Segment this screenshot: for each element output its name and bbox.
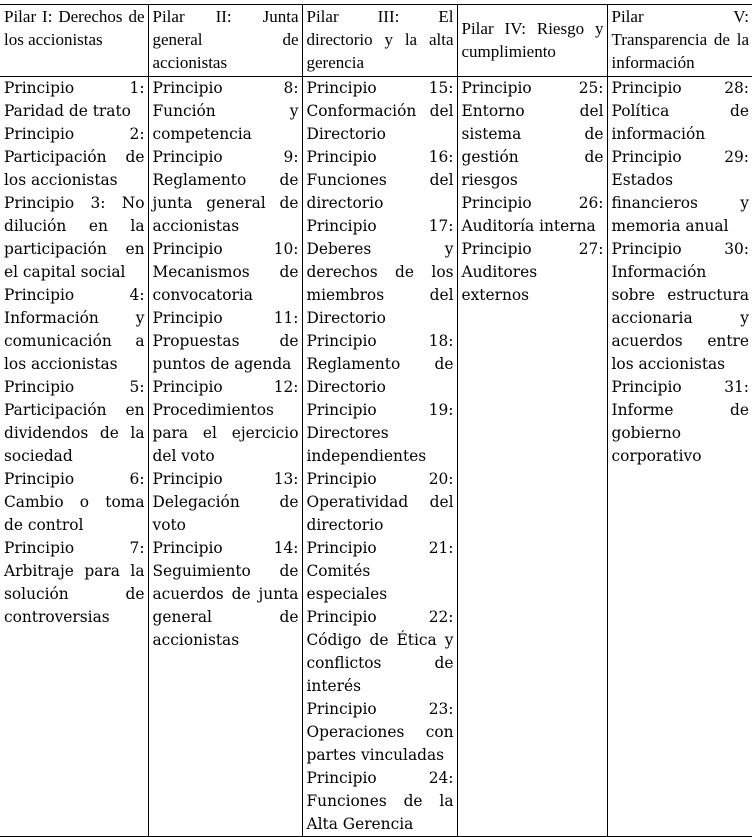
principle-number: Principio 29: (611, 148, 749, 166)
principle-name: No dilución en la participación en el capital social (4, 194, 145, 281)
principle-number: Principio 9: (152, 148, 299, 166)
principle-name: Paridad de trato (4, 102, 131, 120)
principle-name: Información sobre estructura accionaria y acuerdos entre los accionistas (611, 263, 749, 373)
principle-number: Principio 3: (4, 194, 106, 212)
principle-item (153, 307, 299, 376)
principle-name: Procedimientos para el ejercicio del voto (152, 401, 299, 465)
principle-name: Participación en dividendos de la sociedad (4, 401, 145, 465)
principle-number: Principio 21: (306, 539, 454, 557)
principle-name: Operaciones con partes vinculadas (306, 723, 454, 764)
principle-number: Principio 15: (306, 79, 454, 97)
header-row (0, 5, 752, 77)
principle-number: Principio 23: (306, 700, 454, 718)
principle-item (612, 238, 750, 376)
pillar-3-header: Pilar III: El directorio y la alta gerencia (302, 5, 457, 77)
principle-name: Informe de gobierno corporativo (611, 401, 749, 465)
principle-item (153, 77, 299, 146)
principle-item (4, 376, 145, 468)
pillar-5-header: Pilar V: Transparencia de la información (607, 5, 752, 77)
principle-name: Política de información (611, 102, 749, 143)
principle-item (307, 146, 454, 215)
principle-item (4, 284, 145, 376)
pillar-2-header: Pilar II: Junta general de accionistas (148, 5, 302, 77)
principle-item (153, 146, 299, 238)
principle-number: Principio 22: (306, 608, 454, 626)
principle-name: Auditores externos (461, 263, 538, 304)
principle-number: Principio 27: (461, 240, 604, 258)
principle-name: Arbitraje para la solución de controversias (4, 562, 145, 626)
principle-item (307, 606, 454, 698)
pillar-5-principles (607, 77, 752, 837)
principle-name: Mecanismos de convocatoria (152, 263, 299, 304)
principle-number: Principio 24: (306, 769, 454, 787)
principle-name: Funciones de la Alta Gerencia (306, 792, 454, 833)
principle-item (4, 77, 145, 123)
principle-item (462, 238, 604, 307)
principle-name: Estados financieros y memoria anual (611, 171, 749, 235)
principle-name: Participación de los accionistas (4, 148, 145, 189)
principle-name: Seguimiento de acuerdos de junta general de accionistas (152, 562, 299, 649)
principle-name: Reglamento de junta general de accionistas (152, 171, 299, 235)
principle-name: Comités especiales (306, 562, 388, 603)
principle-item (4, 537, 145, 629)
principle-number: Principio 18: (306, 332, 454, 350)
principle-number: Principio 13: (152, 470, 299, 488)
principle-item (307, 698, 454, 767)
principle-name: Propuestas de puntos de agenda (152, 332, 299, 373)
principle-number: Principio 31: (611, 378, 749, 396)
principle-item (307, 767, 454, 836)
pillar-1-principles (0, 77, 148, 837)
principle-item (4, 123, 145, 192)
principle-name: Código de Ética y conflictos de interés (306, 631, 454, 695)
principle-number: Principio 1: (4, 79, 145, 97)
principle-number: Principio 8: (152, 79, 299, 97)
principle-number: Principio 14: (152, 539, 299, 557)
principle-item (153, 537, 299, 652)
principle-number: Principio 5: (4, 378, 145, 396)
principle-number: Principio 2: (4, 125, 145, 143)
principle-name: Deberes y derechos de los miembros del Directorio (306, 240, 454, 327)
principle-item (462, 77, 604, 192)
principle-number: Principio 19: (306, 401, 454, 419)
principle-number: Principio 26: (461, 194, 604, 212)
principle-number: Principio 28: (611, 79, 749, 97)
principle-number: Principio 4: (4, 286, 145, 304)
pillars-table (0, 4, 752, 837)
pillar-4-principles (457, 77, 607, 837)
principle-item (307, 215, 454, 330)
principle-name: Delegación de voto (152, 493, 299, 534)
principle-number: Principio 6: (4, 470, 145, 488)
principle-name: Auditoría interna (461, 217, 596, 235)
principle-number: Principio 25: (461, 79, 604, 97)
principle-item (153, 468, 299, 537)
pillar-2-principles (148, 77, 302, 837)
principle-item (307, 537, 454, 606)
principle-name: Operatividad del directorio (306, 493, 454, 534)
principle-number: Principio 12: (152, 378, 299, 396)
principle-item (4, 468, 145, 537)
principle-name: Directores independientes (306, 424, 427, 465)
principle-item (153, 238, 299, 307)
principle-number: Principio 11: (152, 309, 299, 327)
principle-number: Principio 16: (306, 148, 454, 166)
principle-number: Principio 17: (306, 217, 454, 235)
principle-name: Funciones del directorio (306, 171, 454, 212)
principle-number: Principio 20: (306, 470, 454, 488)
principle-number: Principio 10: (152, 240, 299, 258)
principle-item (462, 192, 604, 238)
principle-name: Información y comunicación a los accionistas (4, 309, 145, 373)
principle-item (307, 77, 454, 146)
pillar-4-header: Pilar IV: Riesgo y cumplimiento (457, 5, 607, 77)
principle-name: Función y competencia (152, 102, 299, 143)
principle-item (612, 77, 750, 146)
principle-name: Entorno del sistema de gestión de riesgos (461, 102, 604, 189)
principle-name: Reglamento de Directorio (306, 355, 454, 396)
principle-item (4, 192, 145, 284)
principles-row (0, 77, 752, 837)
pillar-1-header: Pilar I: Derechos de los accionistas (4, 7, 145, 49)
principle-item (612, 146, 750, 238)
principle-item (307, 468, 454, 537)
principle-number: Principio 7: (4, 539, 145, 557)
principle-number: Principio 30: (611, 240, 749, 258)
principle-item (153, 376, 299, 468)
principle-name: Cambio o toma de control (4, 493, 145, 534)
principle-item (307, 399, 454, 468)
principle-item (307, 330, 454, 399)
principle-name: Conformación del Directorio (306, 102, 454, 143)
principle-item (612, 376, 750, 468)
pillar-3-principles (302, 77, 457, 837)
